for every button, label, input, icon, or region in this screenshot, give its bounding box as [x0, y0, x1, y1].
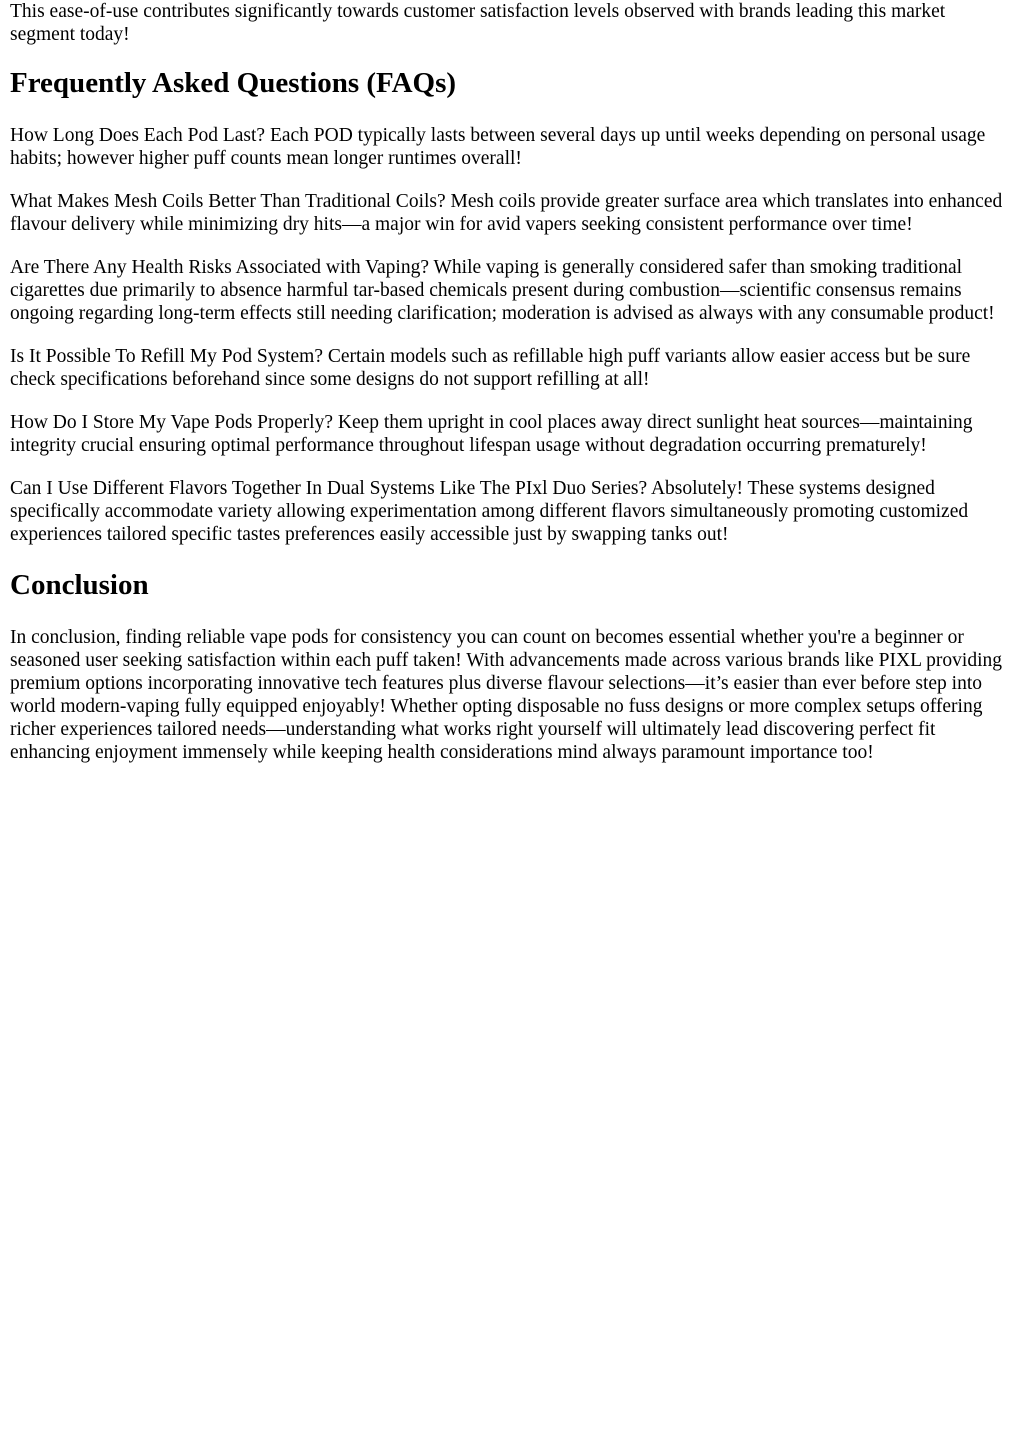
faq-item-dual-flavors: Can I Use Different Flavors Together In Dual Systems Like The PIxl Duo Series? Absolutely! These systems designed specifically accommodate variety allowing experimentation among different flavors simultaneously promoting customized experiences tailored specific tastes preferences easily accessible just by swapping tanks out!: [10, 478, 969, 545]
faq-item-refill: Is It Possible To Refill My Pod System? Certain models such as refillable high puff variants allow easier access but be sure check specifications beforehand since some designs do not support refilling at all!: [10, 346, 971, 390]
faq-item-storage: How Do I Store My Vape Pods Properly? Keep them upright in cool places away direct sunlight heat sources—maintaining integrity crucial ensuring optimal performance throughout lifespan usage without degradation occurring prematurely!: [10, 412, 973, 456]
conclusion-paragraph: In conclusion, finding reliable vape pods for consistency you can count on becomes essential whether you're a beginner or seasoned user seeking satisfaction within each puff taken! With advancements made across various brands like PIXL providing premium options incorporating innovative tech features plus diverse flavour selections—it’s easier than ever before step into world modern-vaping fully equipped enjoyably! Whether opting disposable no fuss designs or more complex setups offering richer experiences tailored needs—understanding what works right yourself will ultimately lead discovering perfect fit enhancing enjoyment immensely while keeping health considerations mind always paramount importance too!: [10, 627, 1002, 763]
faq-item-pod-lifespan: How Long Does Each Pod Last? Each POD typically lasts between several days up until weeks depending on personal usage habits; however higher puff counts mean longer runtimes overall!: [10, 125, 986, 169]
intro-paragraph: This ease-of-use contributes significantly towards customer satisfaction levels observed with brands leading this market segment today!: [10, 1, 946, 45]
faq-item-mesh-coils: What Makes Mesh Coils Better Than Traditional Coils? Mesh coils provide greater surface area which translates into enhanced flavour delivery while minimizing dry hits—a major win for avid vapers seeking consistent performance over time!: [10, 191, 1003, 235]
faq-heading: Frequently Asked Questions (FAQs): [10, 67, 457, 99]
conclusion-heading: Conclusion: [10, 569, 149, 601]
faq-item-health-risks: Are There Any Health Risks Associated with Vaping? While vaping is generally considered safer than smoking traditional cigarettes due primarily to absence harmful tar-based chemicals present during combustion—scientific consensus remains ongoing regarding long-term effects still needing clarification; moderation is advised as always with any consumable product!: [10, 257, 995, 324]
